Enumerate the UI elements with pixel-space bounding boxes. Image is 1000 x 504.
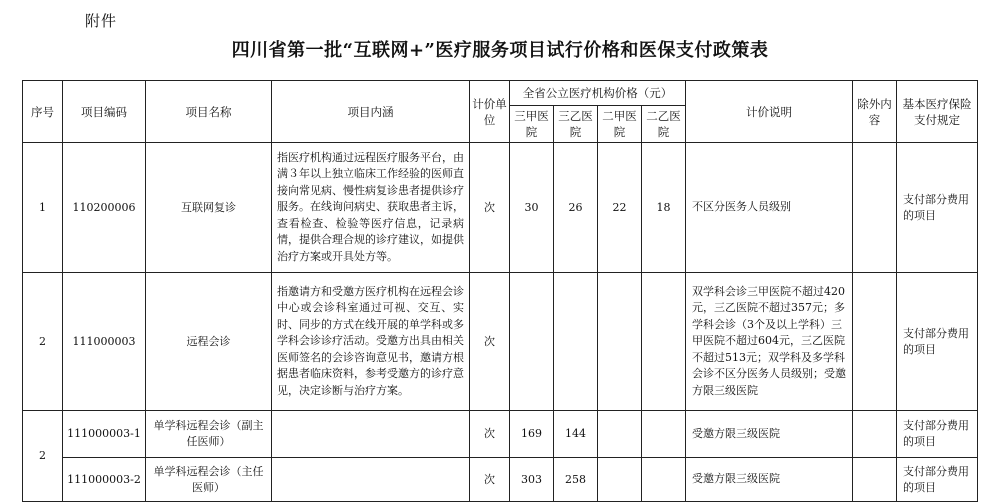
document-title: 四川省第一批“互联网+”医疗服务项目试行价格和医保支付政策表 — [231, 40, 769, 61]
cell-unit: 次 — [470, 273, 510, 411]
cell-policy: 支付部分费用的项目 — [897, 458, 978, 502]
table-row — [23, 411, 978, 458]
cell-seq: 2 — [23, 411, 63, 502]
cell-price-3b: 26 — [554, 143, 598, 273]
header-content: 项目内涵 — [272, 81, 470, 143]
cell-price-2a: 22 — [598, 143, 642, 273]
cell-policy: 支付部分费用的项目 — [897, 143, 978, 273]
cell-price-3a — [510, 273, 554, 411]
cell-note: 受邀方限三级医院 — [686, 411, 853, 458]
cell-unit: 次 — [470, 458, 510, 502]
cell-price-2a — [598, 411, 642, 458]
cell-note: 不区分医务人员级别 — [686, 143, 853, 273]
cell-code: 111000003 — [63, 273, 146, 411]
header-code: 项目编码 — [63, 81, 146, 143]
cell-unit: 次 — [470, 411, 510, 458]
header-unit: 计价单位 — [470, 81, 510, 143]
table-row — [23, 273, 978, 411]
cell-price-3a: 169 — [510, 411, 554, 458]
cell-price-3a: 30 — [510, 143, 554, 273]
cell-price-3a: 303 — [510, 458, 554, 502]
cell-price-3b — [554, 273, 598, 411]
header-seq: 序号 — [23, 81, 63, 143]
cell-price-3b: 144 — [554, 411, 598, 458]
header-exclusion: 除外内容 — [853, 81, 897, 143]
cell-price-2b — [642, 458, 686, 502]
cell-unit: 次 — [470, 143, 510, 273]
cell-price-2b — [642, 273, 686, 411]
cell-name: 远程会诊 — [146, 273, 272, 411]
table-row — [23, 143, 978, 273]
cell-seq: 2 — [23, 273, 63, 411]
cell-exclusion — [853, 143, 897, 273]
cell-name: 单学科远程会诊（主任医师） — [146, 458, 272, 502]
cell-code: 111000003-2 — [63, 458, 146, 502]
cell-note: 双学科会诊三甲医院不超过420元，三乙医院不超过357元；多学科会诊（3个及以上学科）三甲医院不超过604元，三乙医院不超过513元；双学科及多学科会诊不区分医务人员级别；受邀方限三级医院 — [686, 273, 853, 411]
cell-note: 受邀方限三级医院 — [686, 458, 853, 502]
cell-price-3b: 258 — [554, 458, 598, 502]
cell-code: 110200006 — [63, 143, 146, 273]
cell-exclusion — [853, 458, 897, 502]
cell-content: 指医疗机构通过远程医疗服务平台，由满３年以上独立临床工作经验的医师直接向常见病、慢性病复诊患者提供诊疗服务。在线询问病史、获取患者主诉，查看检查、检验等医疗信息，记录病情，提供合理合规的诊疗建议，如提供治疗方案或开具处方等。 — [272, 143, 470, 273]
cell-policy: 支付部分费用的项目 — [897, 273, 978, 411]
annex-label: 附件 — [85, 12, 118, 30]
header-policy: 基本医疗保险支付规定 — [897, 81, 978, 143]
cell-content — [272, 458, 470, 502]
cell-seq: 1 — [23, 143, 63, 273]
cell-exclusion — [853, 273, 897, 411]
header-grade-3b: 三乙医院 — [554, 106, 598, 143]
header-grade-3a: 三甲医院 — [510, 106, 554, 143]
cell-name: 单学科远程会诊（副主任医师） — [146, 411, 272, 458]
price-policy-table — [22, 80, 978, 502]
cell-exclusion — [853, 411, 897, 458]
cell-content — [272, 411, 470, 458]
cell-price-2b: 18 — [642, 143, 686, 273]
table-row — [23, 458, 978, 502]
cell-price-2a — [598, 458, 642, 502]
cell-code: 111000003-1 — [63, 411, 146, 458]
header-price-group: 全省公立医疗机构价格（元） — [510, 81, 686, 106]
header-grade-2a: 二甲医院 — [598, 106, 642, 143]
cell-policy: 支付部分费用的项目 — [897, 411, 978, 458]
header-name: 项目名称 — [146, 81, 272, 143]
header-grade-2b: 二乙医院 — [642, 106, 686, 143]
cell-content: 指邀请方和受邀方医疗机构在远程会诊中心或会诊科室通过可视、交互、实时、同步的方式在线开展的单学科或多学科会诊诊疗活动。受邀方出具由相关医师签名的会诊咨询意见书，邀请方根据患者临床资料，参考受邀方的诊疗意见，决定诊断与治疗方案。 — [272, 273, 470, 411]
cell-price-2b — [642, 411, 686, 458]
header-note: 计价说明 — [686, 81, 853, 143]
cell-name: 互联网复诊 — [146, 143, 272, 273]
cell-price-2a — [598, 273, 642, 411]
